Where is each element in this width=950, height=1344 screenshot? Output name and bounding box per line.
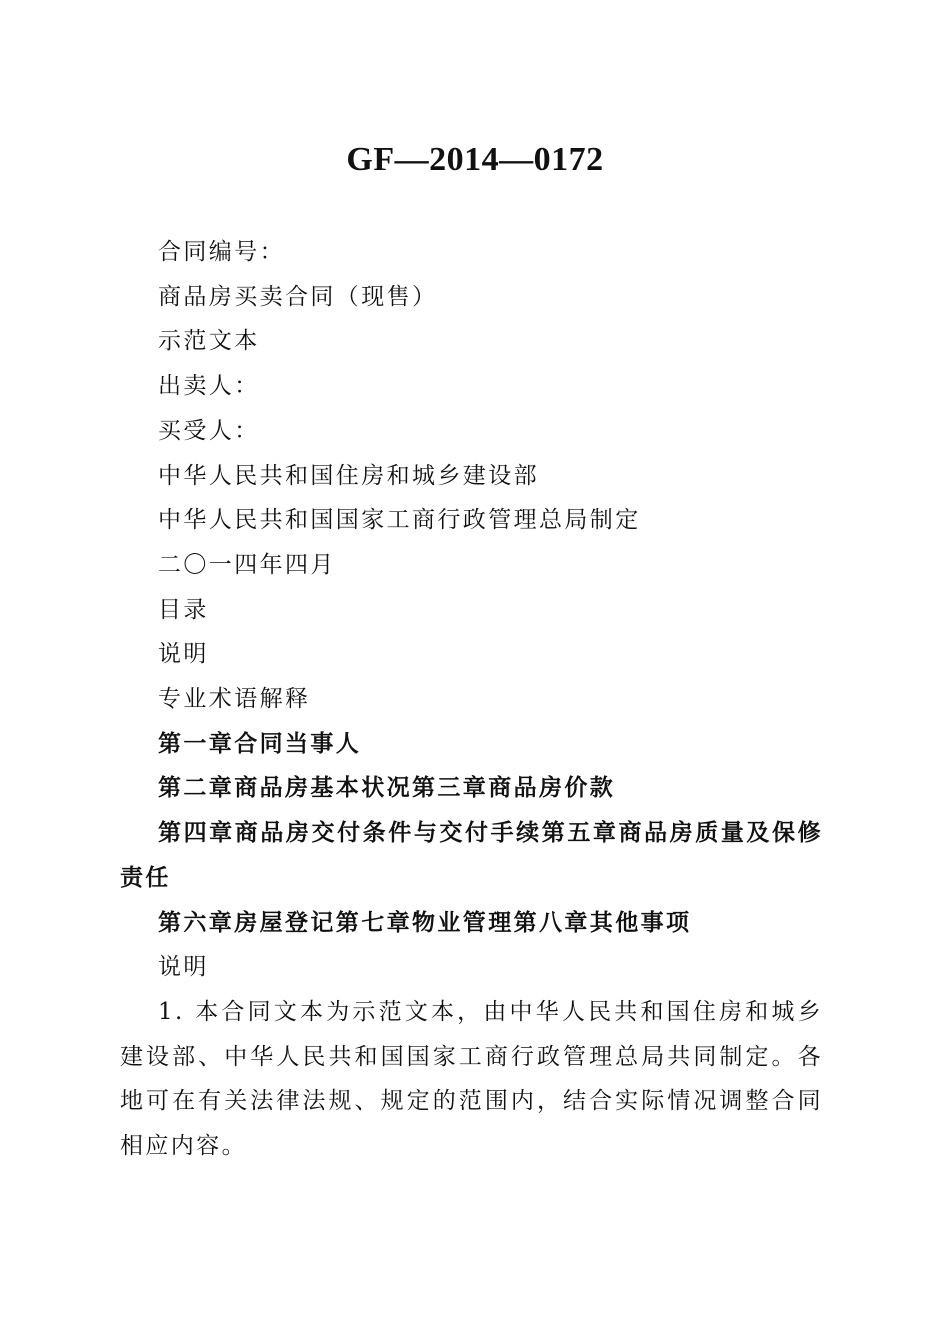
toc-chapter-1: 第一章合同当事人 [158,729,362,757]
toc-chapters-2-3: 第二章商品房基本状况第三章商品房价款 [158,774,616,802]
issue-date: 二〇一四年四月 [158,551,336,578]
template-label: 示范文本 [158,328,260,355]
toc-item-explanation: 说明 [158,641,209,668]
document-body [120,230,823,1169]
contract-name: 商品房买卖合同（现售） [158,283,438,310]
toc-heading: 目录 [158,596,209,623]
explanation-heading: 说明 [158,954,209,981]
toc-chapters-6-8: 第六章房屋登记第七章物业管理第八章其他事项 [158,908,692,936]
toc-chapters-4-5: 第四章商品房交付条件与交付手续第五章商品房质量及保修责任 [120,819,823,891]
explanation-item-1: 1. 本合同文本为示范文本，由中华人民共和国住房和城乡建设部、中华人民共和国国家工商行政管理总局共同制定。各地可在有关法律法规、规定的范围内，结合实际情况调整合同相应内容。 [120,998,823,1160]
contract-number-label: 合同编号： [158,239,285,265]
buyer-label: 买受人： [158,417,260,444]
issuer-ministry: 中华人民共和国住房和城乡建设部 [158,462,539,489]
issuer-administration: 中华人民共和国国家工商行政管理总局制定 [158,507,641,534]
standard-code: GF—2014—0172 [346,141,604,178]
seller-label: 出卖人： [158,373,260,400]
toc-item-glossary: 专业术语解释 [158,686,311,713]
